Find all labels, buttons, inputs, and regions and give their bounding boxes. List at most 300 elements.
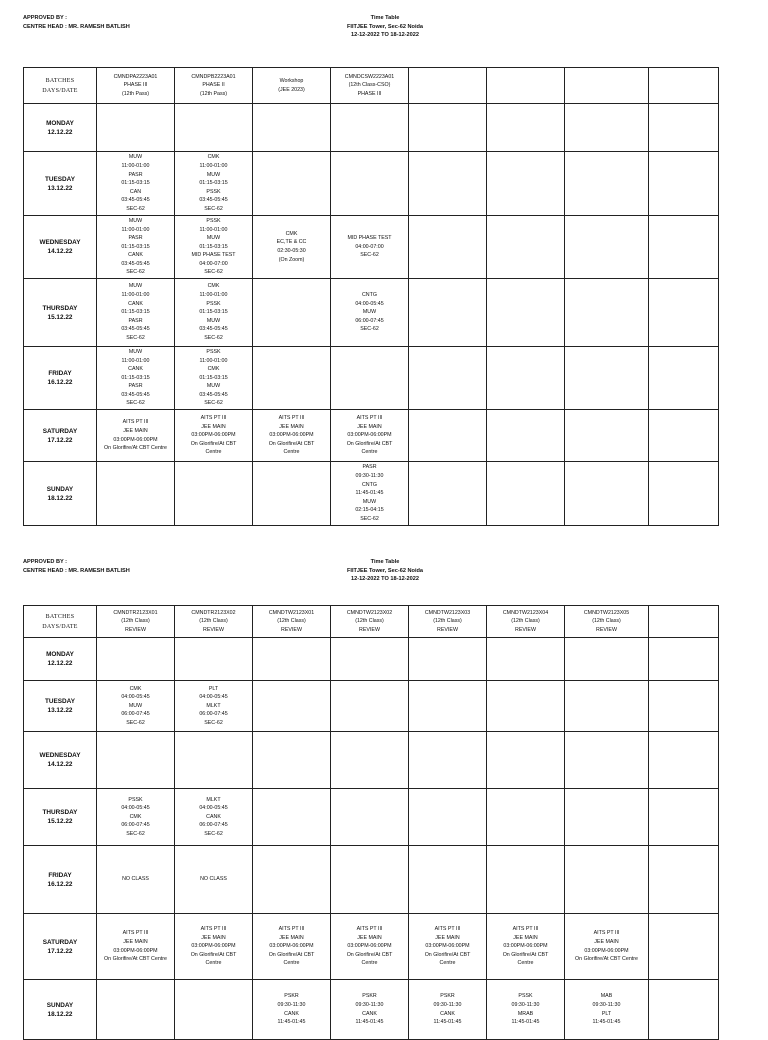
cell-line: 03:45-05:45 <box>199 391 228 398</box>
cell-line: PSSK <box>206 188 221 195</box>
cell-line: CMK <box>129 685 142 692</box>
timetable-grid <box>23 67 719 526</box>
schedule-cell <box>175 152 253 216</box>
batch-header-cell <box>253 68 331 104</box>
day-date-cell <box>24 732 97 789</box>
cell-line: 16.12.22 <box>47 880 73 888</box>
schedule-cell <box>409 846 487 914</box>
cell-line: Centre <box>283 960 300 967</box>
schedule-cell <box>253 681 331 732</box>
cell-line: 09:30-11:30 <box>277 1001 306 1008</box>
cell-line: CMK <box>207 366 220 373</box>
cell-line: SEC-62 <box>204 269 223 276</box>
cell-line: 18.12.22 <box>47 1010 73 1018</box>
cell-line: AITS PT III <box>512 926 539 933</box>
day-date-cell <box>24 638 97 681</box>
schedule-cell <box>487 462 565 526</box>
cell-line: 03:00PM-06:00PM <box>347 432 392 439</box>
schedule-cell <box>175 410 253 462</box>
day-row <box>24 732 719 789</box>
cell-line: CNTG <box>361 292 377 299</box>
cell-line: PSKR <box>440 993 455 1000</box>
cell-line: 03:00PM-06:00PM <box>584 947 629 954</box>
cell-line: MUW <box>362 498 377 505</box>
cell-line: 03:00PM-06:00PM <box>113 436 158 443</box>
schedule-cell <box>175 638 253 681</box>
cell-line: REVIEW <box>596 626 617 633</box>
cell-line: MUW <box>128 702 143 709</box>
timetable-title: Time Table <box>370 15 400 21</box>
cell-line: 15.12.22 <box>47 313 73 321</box>
cell-line: 06:00-07:45 <box>121 711 150 718</box>
cell-line: SEC-62 <box>204 830 223 837</box>
cell-line: PSSK <box>206 300 221 307</box>
cell-line: PSKR <box>284 993 299 1000</box>
schedule-cell <box>97 152 175 216</box>
cell-line: 11:45-01:45 <box>355 490 384 497</box>
cell-line: 01:15-03:15 <box>199 309 228 316</box>
cell-line: CMNDTR2123X02 <box>191 609 236 616</box>
cell-line: SEC-62 <box>204 205 223 212</box>
timetable-title: Time Table <box>370 559 400 565</box>
schedule-cell <box>97 789 175 846</box>
cell-line: 06:00-07:45 <box>199 711 228 718</box>
cell-line: NO CLASS <box>200 876 227 883</box>
cell-line: 01:15-03:15 <box>199 243 228 250</box>
cell-line: 11:00-01:00 <box>121 357 150 364</box>
schedule-cell <box>565 914 649 980</box>
cell-line: JEE MAIN <box>201 423 226 430</box>
cell-line: CMK <box>207 283 220 290</box>
cell-line: On Glorifire/At CBT <box>190 440 237 447</box>
cell-line: 11:00-01:00 <box>121 226 150 233</box>
cell-line: PSSK <box>128 796 143 803</box>
schedule-cell <box>487 846 565 914</box>
schedule-cell <box>97 638 175 681</box>
schedule-cell <box>175 681 253 732</box>
cell-line: 03:00PM-06:00PM <box>191 432 236 439</box>
cell-line: 11:45-01:45 <box>433 1019 462 1026</box>
cell-line: CMNDCSW2223A01 <box>344 73 395 80</box>
cell-line: 01:15-03:15 <box>199 374 228 381</box>
schedule-cell <box>487 152 565 216</box>
batch-header-cell <box>97 68 175 104</box>
cell-line: SATURDAY <box>42 938 78 946</box>
schedule-cell <box>487 789 565 846</box>
cell-line: 01:15-03:15 <box>121 243 150 250</box>
schedule-cell <box>331 914 409 980</box>
cell-line: (12th Class-CSO) <box>348 82 391 89</box>
cell-line: JEE MAIN <box>279 423 304 430</box>
cell-line: JEE MAIN <box>357 934 382 941</box>
cell-line: AITS PT III <box>200 415 227 422</box>
cell-line: On Glorifire/At CBT <box>502 951 549 958</box>
schedule-cell <box>331 638 409 681</box>
cell-line: PASR <box>362 464 377 471</box>
cell-line: 13.12.22 <box>47 184 73 192</box>
cell-line: On Glorifire/At CBT Centre <box>575 956 638 963</box>
schedule-cell <box>97 980 175 1040</box>
cell-line: JEE MAIN <box>123 938 148 945</box>
cell-line: AITS PT III <box>356 926 383 933</box>
schedule-cell <box>97 104 175 152</box>
schedule-cell <box>409 681 487 732</box>
cell-line: JEE MAIN <box>594 938 619 945</box>
cell-line: 09:30-11:30 <box>433 1001 462 1008</box>
batch-header-cell <box>175 68 253 104</box>
schedule-cell <box>175 347 253 410</box>
cell-line: 11:00-01:00 <box>199 357 228 364</box>
batch-header-cell <box>487 606 565 638</box>
cell-line: JEE MAIN <box>513 934 538 941</box>
cell-line: SUNDAY <box>46 1001 74 1009</box>
schedule-cell <box>409 732 487 789</box>
cell-line: THURSDAY <box>42 304 78 312</box>
schedule-cell <box>253 347 331 410</box>
cell-line: On Glorifire/At CBT <box>268 951 315 958</box>
schedule-cell <box>253 638 331 681</box>
day-row <box>24 846 719 914</box>
cell-line: Centre <box>517 960 534 967</box>
schedule-cell <box>175 462 253 526</box>
cell-line: PASR <box>128 171 143 178</box>
cell-line: SEC-62 <box>126 334 145 341</box>
cell-line: SEC-62 <box>126 269 145 276</box>
cell-line: AITS PT III <box>356 415 383 422</box>
cell-line: 14.12.22 <box>47 248 73 255</box>
cell-line: CANK <box>128 366 143 373</box>
cell-line: 04:00-05:45 <box>121 694 150 701</box>
cell-line: 18.12.22 <box>47 494 73 502</box>
cell-line: 17.12.22 <box>47 947 73 955</box>
schedule-cell <box>409 152 487 216</box>
schedule-cell <box>97 462 175 526</box>
schedule-cell <box>175 279 253 347</box>
cell-line: JEE MAIN <box>435 934 460 941</box>
cell-line: PSSK <box>206 217 221 224</box>
cell-line: SUNDAY <box>46 485 74 493</box>
schedule-cell <box>97 846 175 914</box>
day-date-cell <box>24 104 97 152</box>
schedule-cell <box>649 914 719 980</box>
cell-line: (12th Class) <box>511 618 540 625</box>
schedule-cell <box>565 846 649 914</box>
cell-line: SEC-62 <box>204 334 223 341</box>
schedule-cell <box>97 216 175 279</box>
schedule-cell <box>331 279 409 347</box>
cell-line: SEC-62 <box>126 400 145 407</box>
day-date-cell <box>24 216 97 279</box>
schedule-cell <box>649 347 719 410</box>
cell-line: 03:45-05:45 <box>121 260 150 267</box>
schedule-cell <box>253 279 331 347</box>
cell-line: On Glorifire/At CBT Centre <box>104 445 167 452</box>
schedule-cell <box>331 216 409 279</box>
schedule-cell <box>175 104 253 152</box>
cell-line: 12.12.22 <box>47 128 73 136</box>
schedule-cell <box>565 789 649 846</box>
batch-header-cell <box>649 606 719 638</box>
cell-line: PHASE II <box>202 82 225 89</box>
batch-header-row <box>24 606 719 638</box>
cell-line: 09:30-11:30 <box>355 1001 384 1008</box>
cell-line: Centre <box>205 960 222 967</box>
schedule-cell <box>565 462 649 526</box>
schedule-cell <box>487 410 565 462</box>
cell-line: 04:00-05:45 <box>355 300 384 307</box>
cell-line: On Glorifire/At CBT <box>346 951 393 958</box>
cell-line: 11:00-01:00 <box>121 163 150 170</box>
cell-line: SEC-62 <box>360 326 379 333</box>
schedule-cell <box>331 980 409 1040</box>
cell-line: (On Zoom) <box>278 256 305 263</box>
cell-line: 09:30-11:30 <box>511 1001 540 1008</box>
cell-line: 11:45-01:45 <box>592 1019 621 1026</box>
schedule-cell <box>649 216 719 279</box>
cell-line: CANK <box>128 300 143 307</box>
schedule-cell <box>409 980 487 1040</box>
cell-line: CANK <box>206 813 221 820</box>
cell-line: SEC-62 <box>360 252 379 259</box>
timetable-location: FIITJEE Tower, Sec-62 Noida <box>346 567 424 574</box>
cell-line: CNTG <box>361 481 377 488</box>
day-row <box>24 681 719 732</box>
cell-line: FRIDAY <box>48 871 72 879</box>
cell-line: 11:00-01:00 <box>121 292 150 299</box>
timetable-grid <box>23 605 719 1040</box>
schedule-cell <box>331 846 409 914</box>
cell-line: TUESDAY <box>45 175 75 183</box>
cell-line: PASR <box>128 235 143 242</box>
schedule-cell <box>253 789 331 846</box>
cell-line: BATCHES <box>45 77 75 84</box>
approved-by-label: APPROVED BY : <box>23 15 68 21</box>
day-date-cell <box>24 914 97 980</box>
schedule-cell <box>565 104 649 152</box>
batch-header-cell <box>649 68 719 104</box>
cell-line: SEC-62 <box>126 830 145 837</box>
cell-line: 04:00-05:45 <box>199 805 228 812</box>
cell-line: 11:00-01:00 <box>199 163 228 170</box>
cell-line: REVIEW <box>359 626 380 633</box>
cell-line: (JEE 2023) <box>278 86 305 93</box>
cell-line: Centre <box>205 449 222 456</box>
timetable-date-range: 12-12-2022 TO 18-12-2022 <box>350 576 419 582</box>
cell-line: SEC-62 <box>360 515 379 522</box>
schedule-cell <box>253 152 331 216</box>
cell-line: 01:15-03:15 <box>199 180 228 187</box>
schedule-cell <box>487 681 565 732</box>
schedule-cell <box>565 347 649 410</box>
cell-line: 04:00-05:45 <box>199 694 228 701</box>
cell-line: JEE MAIN <box>123 427 148 434</box>
schedule-cell <box>409 789 487 846</box>
cell-line: 01:15-03:15 <box>121 309 150 316</box>
cell-line: 01:15-03:15 <box>121 374 150 381</box>
cell-line: AITS PT III <box>278 926 305 933</box>
cell-line: (12th Class) <box>277 618 306 625</box>
cell-line: REVIEW <box>515 626 536 633</box>
cell-line: MUW <box>206 235 221 242</box>
cell-line: 04:00-05:45 <box>121 805 150 812</box>
schedule-cell <box>175 216 253 279</box>
cell-line: On Glorifire/At CBT Centre <box>104 956 167 963</box>
cell-line: 11:45-01:45 <box>511 1019 540 1026</box>
schedule-cell <box>649 732 719 789</box>
schedule-cell <box>331 732 409 789</box>
schedule-cell <box>253 104 331 152</box>
cell-line: 03:00PM-06:00PM <box>191 943 236 950</box>
cell-line: AITS PT III <box>434 926 461 933</box>
cell-line: 06:00-07:45 <box>355 317 384 324</box>
cell-line: CMNDTW2123X01 <box>268 609 315 616</box>
schedule-cell <box>253 410 331 462</box>
cell-line: EC,TE & CC <box>276 239 307 246</box>
day-row <box>24 980 719 1040</box>
schedule-cell <box>409 638 487 681</box>
cell-line: MUW <box>128 348 143 355</box>
schedule-cell <box>409 104 487 152</box>
cell-line: 14.12.22 <box>47 761 73 768</box>
batch-header-cell <box>331 68 409 104</box>
batch-header-cell <box>253 606 331 638</box>
schedule-cell <box>487 980 565 1040</box>
batches-days-corner <box>24 606 97 638</box>
cell-line: DAYS/DATE <box>42 87 78 94</box>
cell-line: CMNDTR2123X01 <box>113 609 158 616</box>
approval-block <box>23 14 130 31</box>
cell-line: PHASE III <box>123 82 148 89</box>
day-row <box>24 279 719 347</box>
cell-line: JEE MAIN <box>279 934 304 941</box>
schedule-cell <box>97 732 175 789</box>
schedule-cell <box>565 410 649 462</box>
schedule-cell <box>409 279 487 347</box>
cell-line: SATURDAY <box>42 427 78 435</box>
cell-line: MLKT <box>206 796 221 803</box>
cell-line: 11:00-01:00 <box>199 292 228 299</box>
day-date-cell <box>24 789 97 846</box>
day-date-cell <box>24 980 97 1040</box>
schedule-cell <box>175 732 253 789</box>
cell-line: 06:00-07:45 <box>121 822 150 829</box>
cell-line: 03:45-05:45 <box>121 197 150 204</box>
schedule-cell <box>175 789 253 846</box>
schedule-cell <box>331 462 409 526</box>
schedule-cell <box>175 846 253 914</box>
approved-by-label: APPROVED BY : <box>23 559 68 565</box>
schedule-cell <box>331 681 409 732</box>
schedule-cell <box>175 914 253 980</box>
cell-line: REVIEW <box>437 626 458 633</box>
schedule-cell <box>253 216 331 279</box>
cell-line: 03:45-05:45 <box>121 391 150 398</box>
centre-head-label: CENTRE HEAD : MR. RAMESH BATLISH <box>23 567 130 574</box>
schedule-cell <box>331 410 409 462</box>
cell-line: THURSDAY <box>42 809 78 816</box>
schedule-cell <box>331 104 409 152</box>
day-row <box>24 638 719 681</box>
cell-line: MONDAY <box>46 651 74 658</box>
cell-line: WEDNESDAY <box>39 752 81 759</box>
cell-line: CMNDTW2123X04 <box>502 609 549 616</box>
schedule-cell <box>331 347 409 410</box>
schedule-cell <box>97 681 175 732</box>
schedule-cell <box>253 732 331 789</box>
schedule-cell <box>649 980 719 1040</box>
day-date-cell <box>24 846 97 914</box>
day-row <box>24 216 719 279</box>
cell-line: AITS PT III <box>593 930 620 937</box>
schedule-cell <box>487 732 565 789</box>
schedule-cell <box>649 681 719 732</box>
cell-line: AITS PT III <box>200 926 227 933</box>
day-row <box>24 789 719 846</box>
cell-line: CMNDTW2123X03 <box>424 609 471 616</box>
schedule-cell <box>649 789 719 846</box>
schedule-cell <box>565 152 649 216</box>
cell-line: 15.12.22 <box>47 818 73 825</box>
cell-line: (12th Pass) <box>121 90 150 97</box>
batches-days-corner <box>24 68 97 104</box>
cell-line: SEC-62 <box>126 205 145 212</box>
cell-line: CMNDTW2123X05 <box>583 609 630 616</box>
schedule-cell <box>565 279 649 347</box>
day-date-cell <box>24 410 97 462</box>
cell-line: On Glorifire/At CBT <box>346 440 393 447</box>
cell-line: CANK <box>440 1010 455 1017</box>
schedule-cell <box>97 914 175 980</box>
cell-line: PASR <box>128 383 143 390</box>
cell-line: (12th Class) <box>199 618 228 625</box>
schedule-cell <box>649 152 719 216</box>
cell-line: 03:00PM-06:00PM <box>269 943 314 950</box>
cell-line: CMNDPB2223A01 <box>191 73 236 80</box>
schedule-cell <box>565 216 649 279</box>
schedule-cell <box>565 980 649 1040</box>
schedule-cell <box>565 638 649 681</box>
batch-header-row <box>24 68 719 104</box>
cell-line: MUW <box>128 217 143 224</box>
day-date-cell <box>24 279 97 347</box>
cell-line: 03:45-05:45 <box>199 326 228 333</box>
cell-line: 09:30-11:30 <box>355 473 384 480</box>
cell-line: CMK <box>285 230 298 237</box>
schedule-cell <box>649 846 719 914</box>
schedule-cell <box>487 347 565 410</box>
schedule-cell <box>253 846 331 914</box>
batch-header-cell <box>565 68 649 104</box>
cell-line: (12th Class) <box>592 618 621 625</box>
cell-line: 02:15-04:15 <box>355 507 384 514</box>
schedule-cell <box>409 410 487 462</box>
approval-block <box>23 558 130 575</box>
cell-line: BATCHES <box>45 613 75 620</box>
day-row <box>24 914 719 980</box>
cell-line: NO CLASS <box>122 876 149 883</box>
schedule-cell <box>649 279 719 347</box>
cell-line: MRAB <box>517 1010 534 1017</box>
cell-line: PSSK <box>518 993 533 1000</box>
cell-line: MONDAY <box>46 119 74 127</box>
cell-line: PLT <box>601 1010 612 1017</box>
cell-line: 09:30-11:30 <box>592 1001 621 1008</box>
timetable-date-range: 12-12-2022 TO 18-12-2022 <box>350 32 419 38</box>
cell-line: AITS PT III <box>278 415 305 422</box>
cell-line: JEE MAIN <box>357 423 382 430</box>
schedule-cell <box>97 279 175 347</box>
schedule-cell <box>487 638 565 681</box>
